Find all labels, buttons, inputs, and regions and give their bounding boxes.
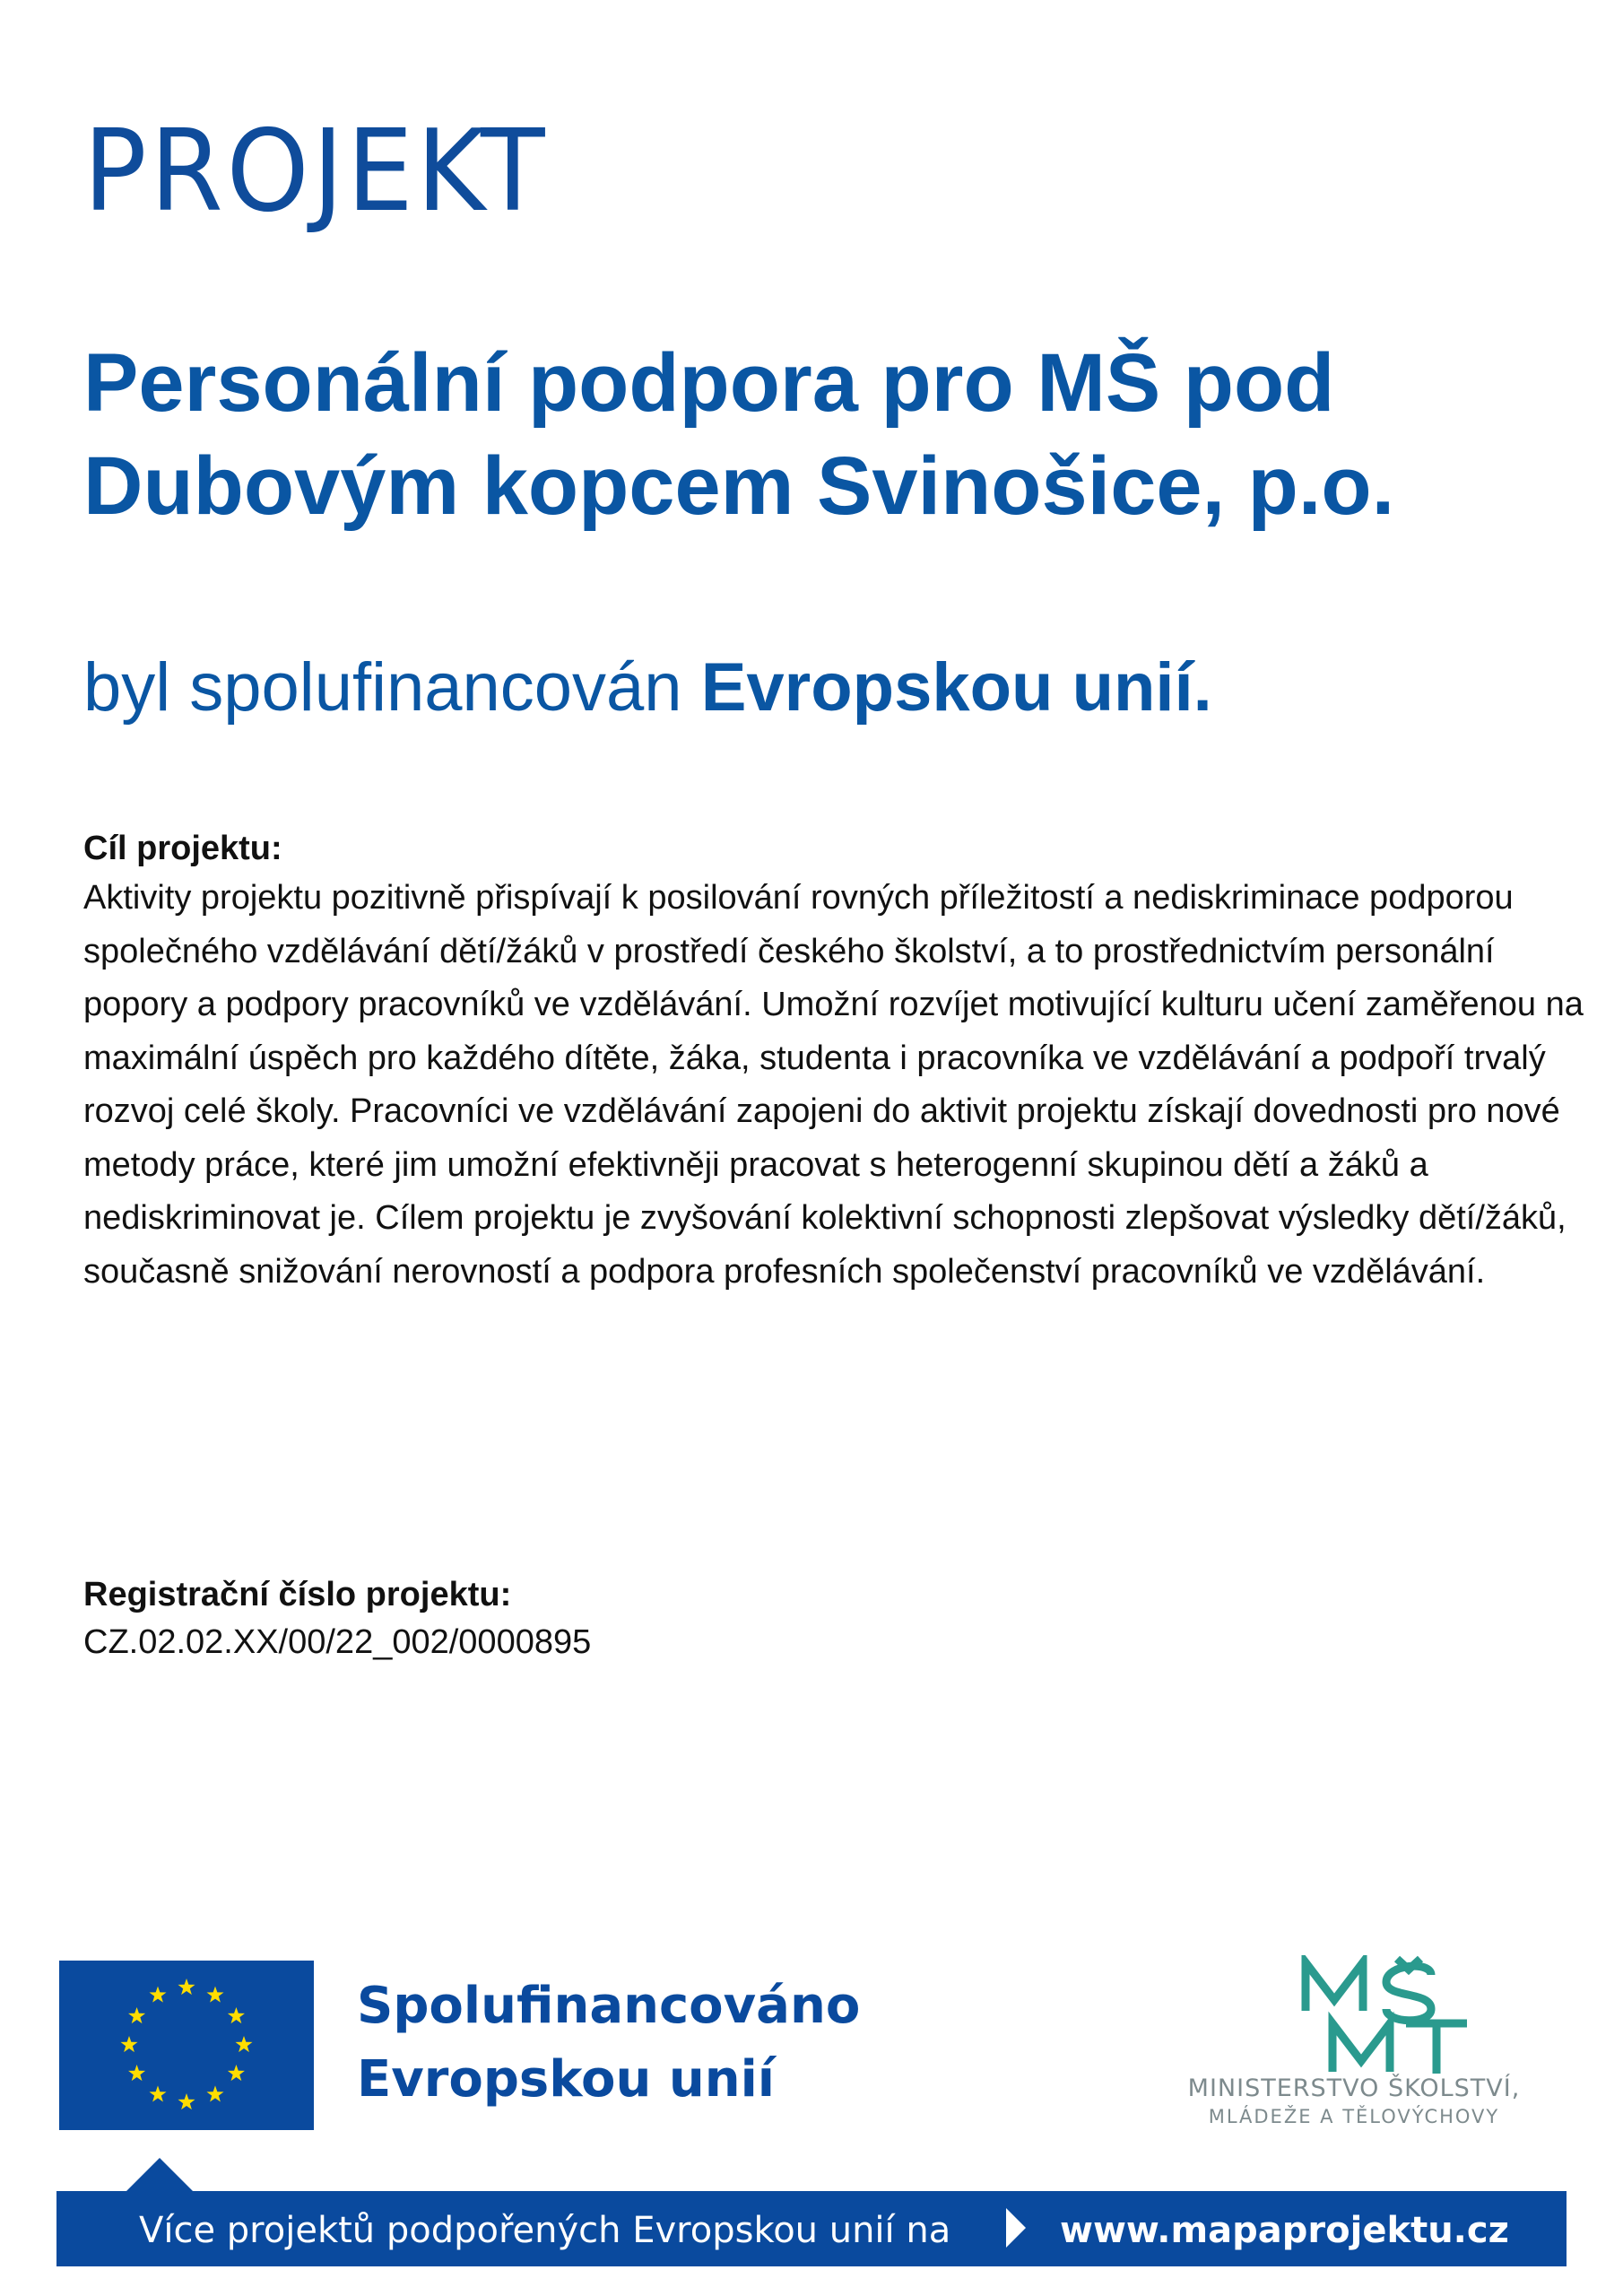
eu-star-icon [228,2065,245,2081]
cofinanced-statement [83,648,1212,728]
eu-star-icon [128,2007,145,2023]
eu-logo-line1: Spolufinancováno [357,1977,861,2035]
eu-star-icon [149,1987,166,2003]
eu-logo-line2: Evropskou unií [357,2050,775,2109]
banner-text: Více projektů podpořených Evropskou unií na [139,2210,951,2251]
msmt-name-line2: MLÁDEŽE A TĚLOVÝCHOVY [1208,2106,1500,2127]
eu-star-icon [206,2085,223,2101]
eu-cofinanced-logo-text [357,1970,860,2117]
msmt-monogram-icon [1297,1955,1476,2081]
eu-star-icon [206,1987,223,2003]
project-kicker: PROJEKT [83,105,549,237]
project-title: Personální podpora pro MŠ pod Dubovým kopcem Svinošice, p.o. [83,337,1395,532]
eu-star-icon [178,1979,195,1995]
msmt-name-line1: MINISTERSTVO ŠKOLSTVÍ, [1187,2074,1521,2102]
eu-star-icon [235,2036,252,2052]
eu-star-icon [178,2093,195,2109]
goal-label: Cíl projektu: [83,830,282,867]
eu-flag-icon [59,1961,314,2130]
banner-tab [126,2158,194,2192]
registration-label: Registrační číslo projektu: [83,1576,512,1613]
eu-star-icon [149,2085,166,2101]
goal-text: Aktivity projektu pozitivně přispívají k posilování rovných příležitostí a nediskriminace podporou společného vzdělávání dětí/žáků v prostředí českého školství, a to prostřednictvím personální popory a podpory pracovníků ve vzdělávání. Umožní rozvíjet motivující kulturu učení zaměřenou na maximální úspěch pro každého dítěte, žáka, studenta i pracovníka ve vzdělávání a podpoří trvalý rozvoj celé školy. Pracovníci ve vzdělávání zapojeni do aktivit projektu získají dovednosti pro nové metody práce, které jim umožní efektivněji pracovat s heterogenní skupinou dětí a žáků a nediskriminovat je. Cílem projektu je zvyšování kolektivní schopnosti zlepšovat výsledky dětí/žáků, současně snižování nerovností a podpora profesních společenství pracovníků ve vzdělávání. [83,879,1584,1291]
mapaprojektu-link[interactable]: www.mapaprojektu.cz [1060,2210,1509,2251]
eu-stars-icon [59,1961,314,2130]
cofinanced-emphasis: Evropskou unií. [700,649,1212,726]
eu-star-icon [228,2007,245,2023]
eu-star-icon [128,2065,145,2081]
cofinanced-prefix: byl spolufinancován [83,649,701,726]
registration-number: CZ.02.02.XX/00/22_002/0000895 [83,1623,592,1661]
arrow-right-icon [1006,2208,1026,2248]
eu-star-icon [120,2036,137,2052]
